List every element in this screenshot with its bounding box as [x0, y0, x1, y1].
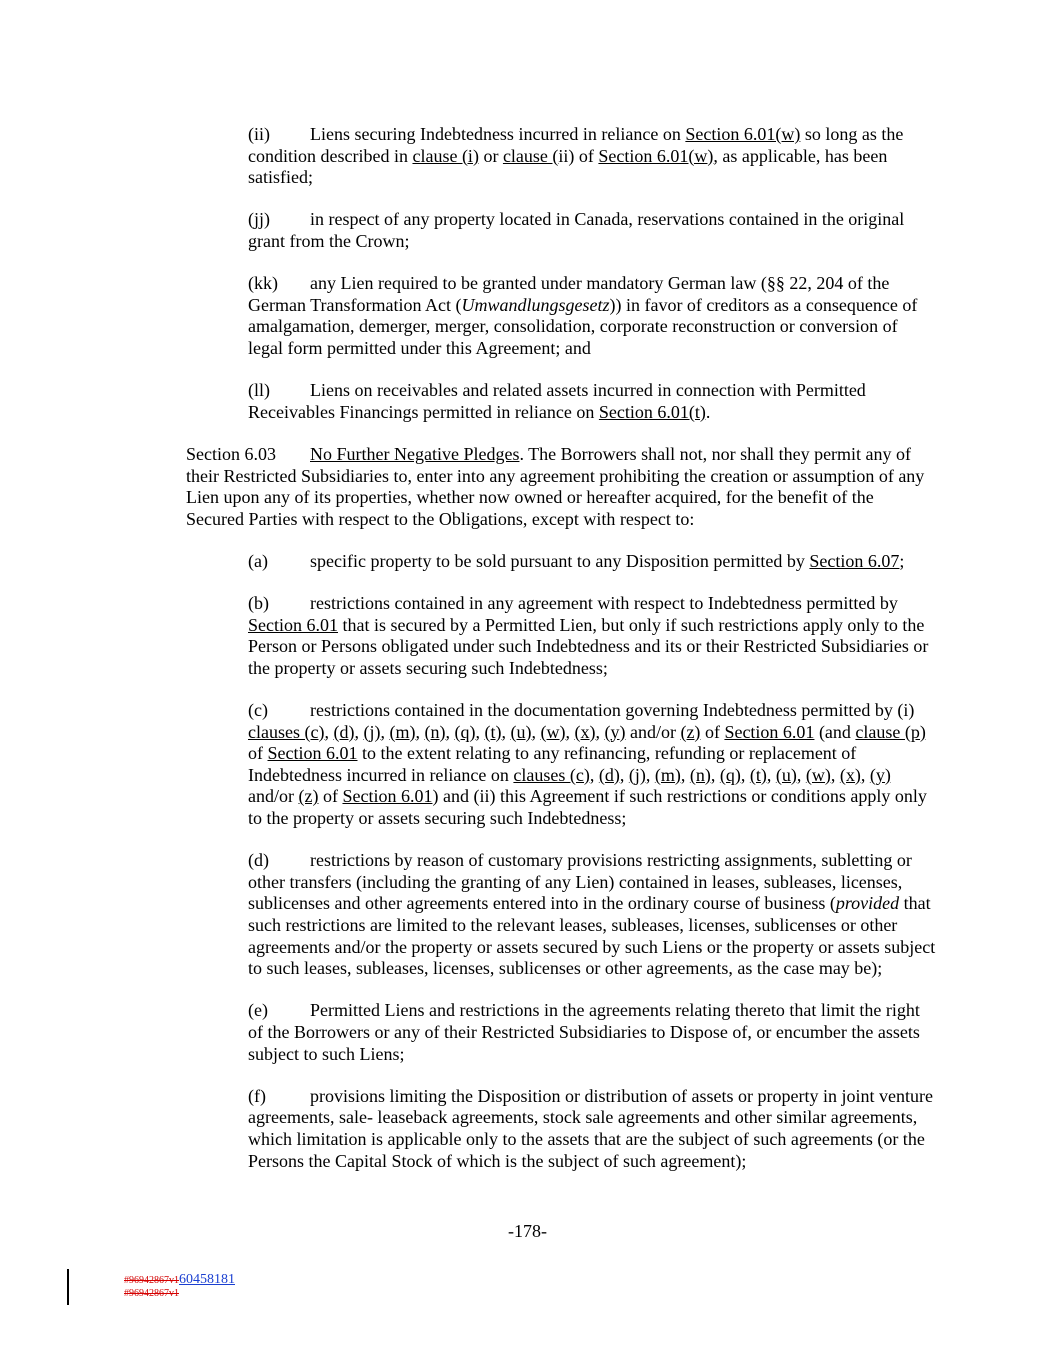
separator: , [796, 764, 806, 785]
clause-label: (b) [248, 593, 269, 614]
separator: , [645, 764, 655, 785]
cross-reference: (x) [574, 721, 596, 742]
clause-d: (d) restrictions by reason of customary provisions restricting assignments, subletting or other transfers (including the granting of any Lien) contained in leases, subleases, licenses, sublicenses and other agreements entered into in the ordinary course of business (provided that such restrictions are limited to the relevant leases, subleases, licenses, sublicenses or other agreements and/or the property or assets secured by such Liens or the property or assets subject to such leases, subleases, licenses, sublicenses or other agreements, as the case may be); [248, 850, 936, 979]
cross-reference: Section 6.01 [248, 614, 338, 635]
cross-reference: Section 6.01 [342, 786, 433, 807]
deleted-document-id: #96942867v1 [124, 1288, 179, 1299]
section-6-03: Section 6.03 No Further Negative Pledges. The Borrowers shall not, nor shall they permit any of their Restricted Subsidiaries to, enter into any agreement prohibiting the creation or assumption of any Lien upon any of its properties, whether now owned or hereafter acquired, for the benefit of the Secured Parties with respect to the Obligations, except with respect to: [186, 443, 925, 529]
separator: , [680, 764, 690, 785]
deleted-document-id: #96942867v1 [124, 1275, 179, 1286]
cross-reference: clause (i) [412, 145, 479, 166]
section-label: Section 6.03 [186, 443, 276, 464]
clause-a: (a) specific property to be sold pursuant to any Disposition permitted by Section 6.07; [248, 550, 905, 571]
clause-b: (b) restrictions contained in any agreement with respect to Indebtedness permitted by Section 6.01 that is secured by a Permitted Lien, but only if such restrictions apply only to the Person or Persons obligated under such Indebtedness and its or their Restricted Subsidiaries or the property or assets securing such Indebtedness; [248, 593, 929, 678]
clause-label: (jj) [248, 209, 270, 230]
separator: , [595, 721, 605, 742]
clause-label: (ii) [248, 124, 270, 144]
clause-ii: (ii) Liens securing Indebtedness incurred in reliance on Section 6.01(w) so long as the condition described in clause (i) or clause (ii) of Section 6.01(w), as applicable, has been satisfied; [248, 124, 904, 188]
clause-f: (f) provisions limiting the Disposition or distribution of assets or property in joint venture agreements, sale- leaseback agreements, stock sale agreements and other similar agreements, which limitation is applicable only to the assets that are the subject of such agreements (or the Persons the Capital Stock of which is the subject of such agreement); [248, 1085, 933, 1171]
cross-reference: (d) [333, 721, 355, 742]
cross-reference: Section 6.01(w) [685, 124, 801, 144]
separator: , [740, 764, 750, 785]
cross-reference: (d) [598, 764, 620, 785]
cross-reference: (y) [869, 764, 891, 785]
clause-e: (e) Permitted Liens and restrictions in the agreements relating thereto that limit the right of the Borrowers or any of their Restricted Subsidiaries to Dispose of, or encumber the assets subject to such Liens; [248, 1000, 920, 1064]
cross-reference: (q) [454, 721, 476, 742]
section-title: No Further Negative Pledges [310, 443, 520, 464]
cross-reference: (x) [839, 764, 861, 785]
cross-reference: (t) [749, 764, 767, 785]
clause-label: (kk) [248, 273, 278, 294]
separator: , [860, 764, 870, 785]
clause-reference-list [248, 722, 625, 742]
cross-reference: Section 6.01(t) [598, 401, 706, 422]
cross-reference: (w) [805, 764, 831, 785]
cross-reference: Section 6.01 [267, 743, 358, 764]
clause-label: (f) [248, 1085, 266, 1106]
cross-reference: clauses (c) [248, 721, 325, 742]
cross-reference: Section 6.01(w) [598, 145, 714, 166]
cross-reference: Section 6.01 [724, 721, 815, 742]
separator: , [766, 764, 776, 785]
cross-reference: (j) [628, 764, 646, 785]
separator: , [415, 721, 425, 742]
separator: , [565, 721, 575, 742]
cross-reference: (u) [510, 721, 532, 742]
separator: , [475, 721, 485, 742]
clause-label: (ll) [248, 380, 270, 401]
separator: , [619, 764, 629, 785]
cross-reference: (w) [540, 721, 566, 742]
cross-reference: Section 6.07 [809, 550, 900, 571]
separator: , [710, 764, 720, 785]
clause-reference-list [513, 765, 890, 785]
cross-reference: (n) [689, 764, 711, 785]
separator: , [531, 721, 541, 742]
cross-reference: (y) [604, 721, 626, 742]
clause-label: (e) [248, 1000, 268, 1021]
separator: , [445, 721, 455, 742]
cross-reference: clause ( [502, 145, 559, 166]
cross-reference: (j) [363, 721, 381, 742]
clause-kk: (kk) any Lien required to be granted under mandatory German law (§§ 22, 204 of the German Transformation Act (Umwandlungsgesetz)) in favor of creditors as a consequence of amalgamation, demerger, merger, consolidation, corporate reconstruction or conversion of legal form permitted under this Agreement; and [248, 273, 918, 358]
cross-reference: clauses (c) [513, 764, 590, 785]
cross-reference: (u) [775, 764, 797, 785]
clause-ll: (ll) Liens on receivables and related assets incurred in connection with Permitted Receivables Financings permitted in reliance on Section 6.01(t). [248, 380, 866, 422]
page-number: -178- [508, 1221, 547, 1241]
cross-reference: clause (p) [855, 721, 926, 742]
separator: , [354, 721, 364, 742]
page-body [124, 124, 936, 1193]
separator: , [324, 721, 334, 742]
clause-jj: (jj) in respect of any property located in Canada, reservations contained in the original grant from the Crown; [248, 209, 905, 251]
separator: , [830, 764, 840, 785]
clause-label: (d) [248, 850, 269, 871]
separator: , [589, 764, 599, 785]
cross-reference: (m) [654, 764, 681, 785]
cross-reference: (z) [680, 721, 701, 742]
document-id-block [124, 1273, 235, 1300]
cross-reference: (z) [298, 786, 319, 807]
cross-reference: (q) [719, 764, 741, 785]
cross-reference: (m) [389, 721, 416, 742]
separator: , [380, 721, 390, 742]
clause-label: (c) [248, 700, 268, 721]
separator: , [501, 721, 511, 742]
change-bar [67, 1269, 69, 1305]
clause-c: (c) restrictions contained in the documentation governing Indebtedness permitted by (i) clauses (c), (d), (j), (m), (n), (q), (t), (u), (w), (x), (y) and/or (z) of Section 6.01 (and clause (p) of Section 6.01 to the extent relating to any refinancing, refunding or replacement of Indebtedness incurred in reliance on clauses (c), (d), (j), (m), (n), (q), (t), (u), (w), (x), (y) and/or (z) of Section 6.01) and (ii) this Agreement if such restrictions or conditions apply only to the property or assets securing such Indebtedness; [248, 700, 927, 828]
cross-reference: (n) [424, 721, 446, 742]
cross-reference: (t) [484, 721, 502, 742]
clause-label: (a) [248, 550, 268, 571]
inserted-document-id: 60458181 [179, 1272, 235, 1287]
